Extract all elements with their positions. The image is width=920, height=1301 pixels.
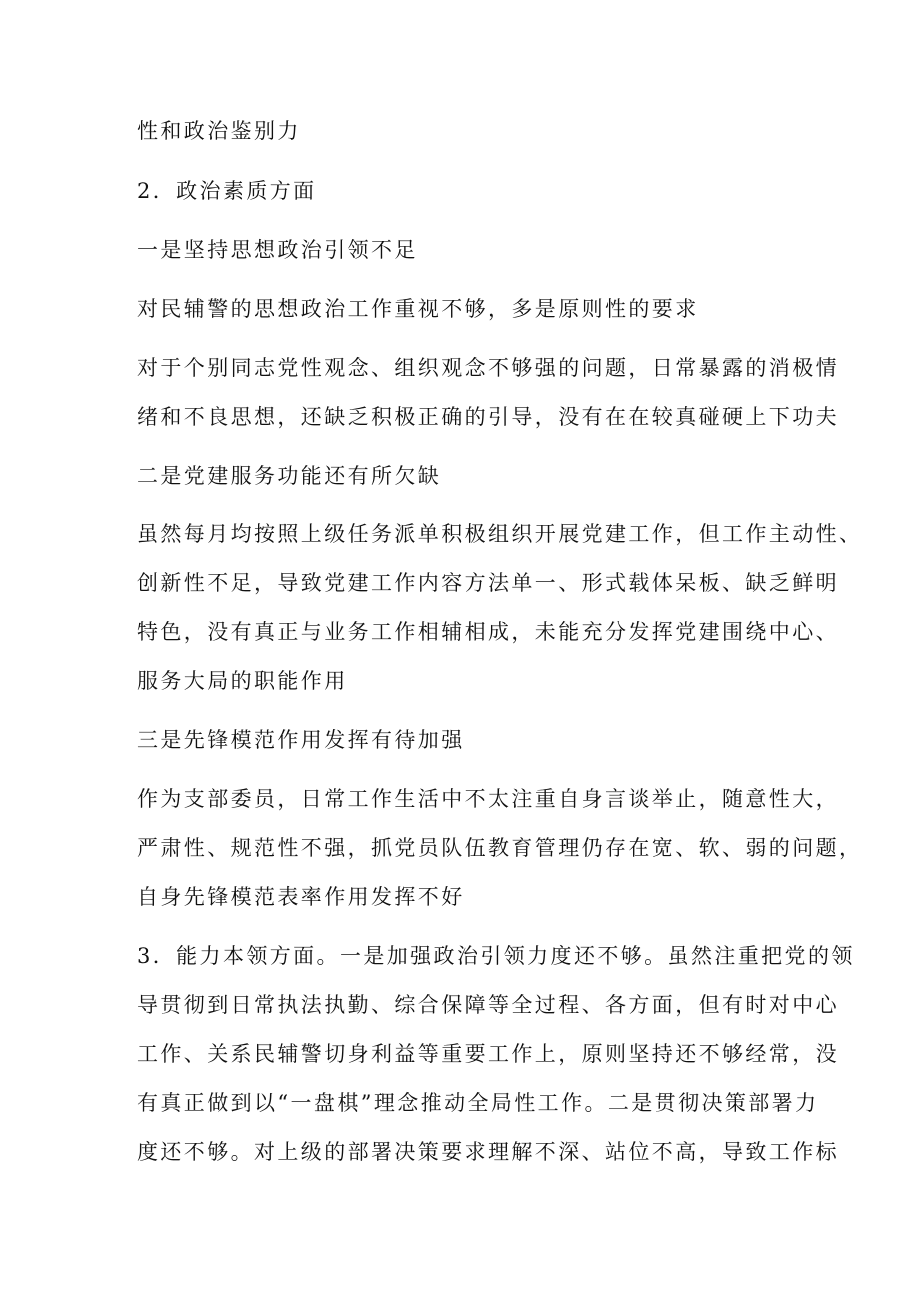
text-line: 自身先锋模范表率作用发挥不好 (137, 885, 465, 909)
text-line: 虽然每月均按照上级任务派单积极组织开展党建工作，但工作主动性、 (137, 522, 863, 546)
text-line: 工作、关系民辅警切身利益等重要工作上，原则坚持还不够经常，没 (137, 1042, 839, 1066)
text-line: 性和政治鉴别力 (137, 119, 301, 143)
text-line: 导贯彻到日常执法执勤、综合保障等全过程、各方面，但有时对中心 (137, 993, 839, 1017)
text-line: 服务大局的职能作用 (137, 669, 348, 693)
text-line: 对于个别同志党性观念、组织观念不够强的问题，日常暴露的消极情 (137, 356, 839, 380)
subheading-3: 三是先锋模范作用发挥有待加强 (137, 728, 465, 752)
section-heading-ability: 3．能力本领方面。一是加强政治引领力度还不够。虽然注重把党的领 (137, 944, 855, 968)
text-line: 严肃性、规范性不强，抓党员队伍教育管理仍存在宽、软、弱的问题， (137, 836, 863, 860)
text-line: 绪和不良思想，还缺乏积极正确的引导，没有在在较真碰硬上下功夫 (137, 405, 839, 429)
subheading-1: 一是坚持思想政治引领不足 (137, 238, 418, 262)
text-line: 对民辅警的思想政治工作重视不够，多是原则性的要求 (137, 297, 699, 321)
text-line: 有真正做到以“一盘棋”理念推动全局性工作。二是贯彻决策部署力 (137, 1091, 819, 1115)
section-heading-political-quality: 2．政治素质方面 (137, 179, 317, 203)
text-line: 特色，没有真正与业务工作相辅相成，未能充分发挥党建围绕中心、 (137, 620, 839, 644)
subheading-2: 二是党建服务功能还有所欠缺 (137, 464, 442, 488)
text-line: 作为支部委员，日常工作生活中不太注重自身言谈举止，随意性大， (137, 787, 839, 811)
text-line: 创新性不足，导致党建工作内容方法单一、形式载体呆板、缺乏鲜明 (137, 571, 839, 595)
text-line: 度还不够。对上级的部署决策要求理解不深、站位不高，导致工作标 (137, 1140, 839, 1164)
